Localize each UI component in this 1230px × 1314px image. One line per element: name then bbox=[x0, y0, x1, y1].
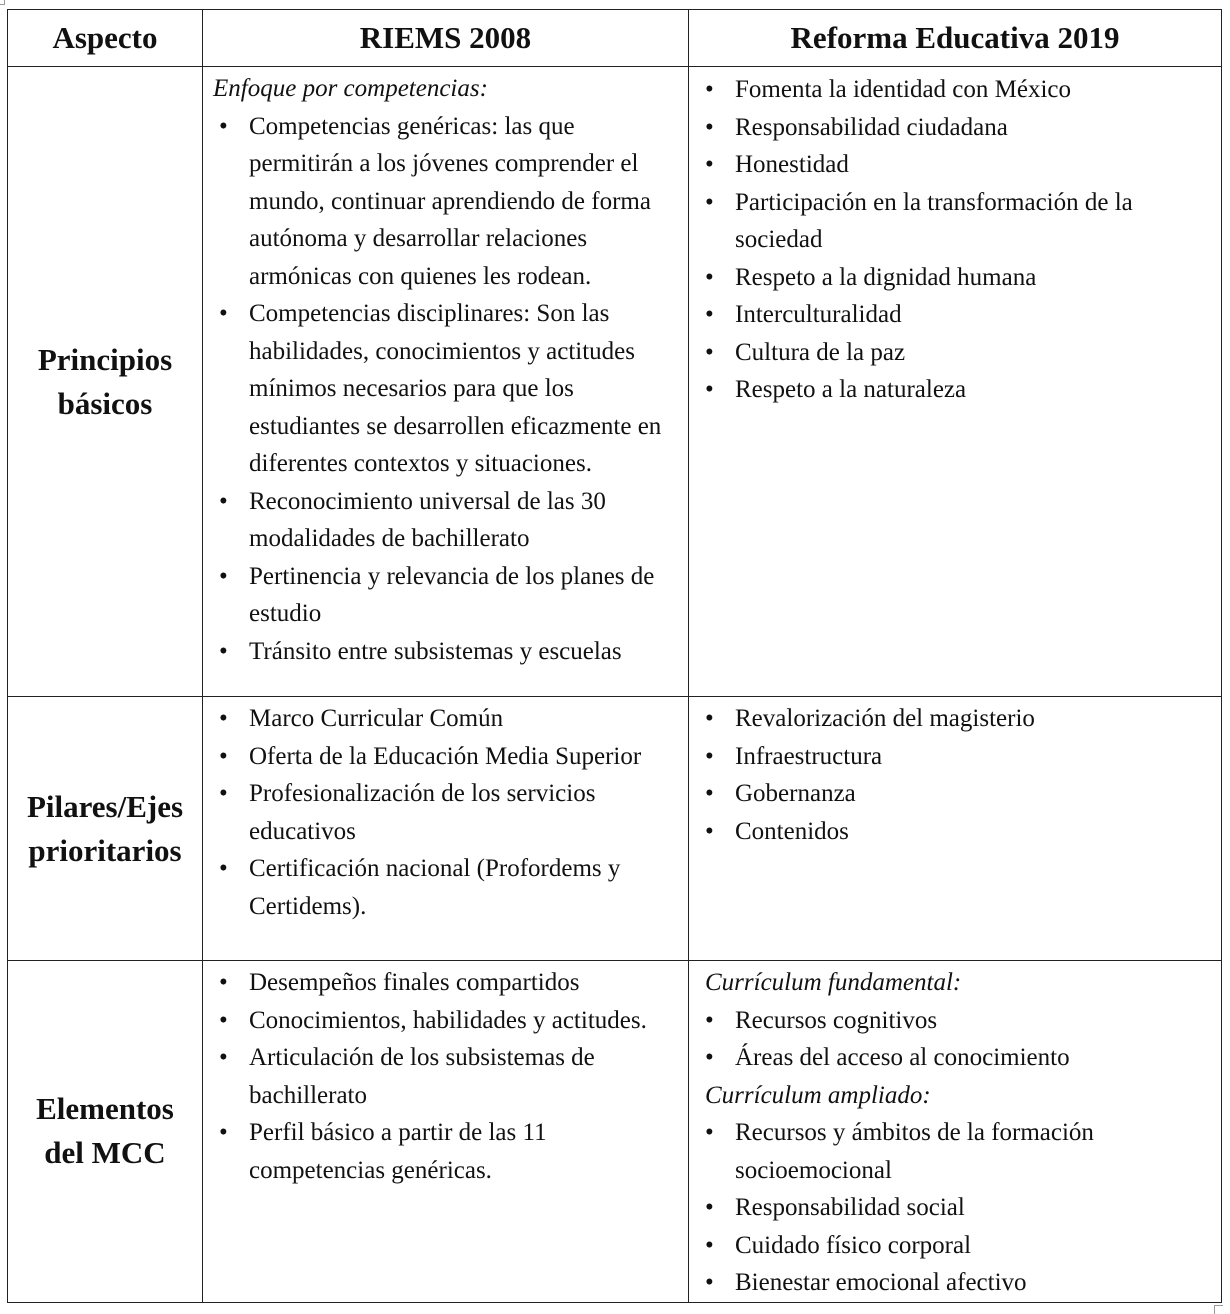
list-item: • Interculturalidad bbox=[699, 296, 1215, 334]
list-item: • Respeto a la naturaleza bbox=[699, 371, 1215, 409]
list-item: • Respeto a la dignidad humana bbox=[699, 259, 1215, 297]
aspect-cell bbox=[8, 961, 203, 1303]
list-item: • Fomenta la identidad con México bbox=[699, 71, 1215, 109]
bullet-list bbox=[213, 964, 682, 1189]
list-item: • Bienestar emocional afectivo bbox=[699, 1264, 1215, 1302]
row-pilares-ejes bbox=[8, 697, 1222, 961]
header-reforma-2019: Reforma Educativa 2019 bbox=[689, 10, 1222, 67]
list-item: • Recursos cognitivos bbox=[699, 1002, 1215, 1040]
bullet-list bbox=[699, 70, 1215, 409]
list-item: • Competencias disciplinares: Son las habilidades, conocimientos y actitudes mínimos necesarios para que los estudiantes se desarrollen eficazmente en diferentes contextos y situaciones. bbox=[213, 295, 682, 483]
row-principios-basicos bbox=[8, 67, 1222, 697]
corner-mark-top-left bbox=[0, 0, 5, 5]
aspect-cell bbox=[8, 697, 203, 961]
header-row bbox=[8, 10, 1222, 67]
aspect-cell bbox=[8, 67, 203, 697]
list-item: • Revalorización del magisterio bbox=[699, 700, 1215, 738]
list-item: • Recursos y ámbitos de la formación socioemocional bbox=[699, 1114, 1215, 1189]
list-item: • Desempeños finales compartidos bbox=[213, 964, 682, 1002]
list-item: • Marco Curricular Común bbox=[213, 700, 682, 738]
list-item: • Responsabilidad social bbox=[699, 1189, 1215, 1227]
section-intro: Currículum fundamental: bbox=[705, 969, 962, 996]
bullet-list bbox=[213, 108, 682, 671]
corner-mark-bottom-right bbox=[1214, 1305, 1223, 1314]
aspect-label-line: Pilares/Ejes bbox=[26, 788, 184, 824]
riems-cell bbox=[203, 961, 689, 1303]
list-item: • Cuidado físico corporal bbox=[699, 1227, 1215, 1265]
list-item: • Profesionalización de los servicios educativos bbox=[213, 775, 682, 850]
header-riems-2008: RIEMS 2008 bbox=[203, 10, 689, 67]
list-item: • Pertinencia y relevancia de los planes de estudio bbox=[213, 558, 682, 633]
row-elementos-mcc bbox=[8, 961, 1222, 1303]
bullet-list bbox=[699, 1002, 1215, 1077]
list-item: • Áreas del acceso al conocimiento bbox=[699, 1039, 1215, 1077]
list-item: • Conocimientos, habilidades y actitudes. bbox=[213, 1002, 682, 1040]
list-item: • Gobernanza bbox=[699, 775, 1215, 813]
riems-cell bbox=[203, 697, 689, 961]
list-item: • Contenidos bbox=[699, 813, 1215, 851]
riems-cell bbox=[203, 67, 689, 697]
aspect-label-line: del MCC bbox=[44, 1135, 166, 1171]
list-item: • Cultura de la paz bbox=[699, 334, 1215, 372]
list-item: • Honestidad bbox=[699, 146, 1215, 184]
list-item: • Participación en la transformación de la sociedad bbox=[699, 184, 1215, 259]
bullet-list bbox=[213, 700, 682, 925]
reforma-cell bbox=[689, 961, 1222, 1303]
list-item: • Perfil básico a partir de las 11 competencias genéricas. bbox=[213, 1114, 682, 1189]
reforma-cell bbox=[689, 67, 1222, 697]
bullet-list bbox=[699, 1114, 1215, 1302]
list-item: • Competencias genéricas: las que permitirán a los jóvenes comprender el mundo, continuar aprendiendo de forma autónoma y desarrollar relaciones armónicas con quienes les rodean. bbox=[213, 108, 682, 296]
header-aspecto: Aspecto bbox=[8, 10, 203, 67]
bullet-list bbox=[699, 700, 1215, 850]
aspect-label-line: prioritarios bbox=[28, 832, 182, 868]
section-intro: Currículum ampliado: bbox=[705, 1081, 931, 1109]
comparison-table bbox=[7, 9, 1222, 1303]
list-item: • Oferta de la Educación Media Superior bbox=[213, 738, 682, 776]
list-item: • Certificación nacional (Profordems y Certidems). bbox=[213, 850, 682, 925]
aspect-label-line: básicos bbox=[57, 385, 153, 421]
list-item: • Articulación de los subsistemas de bachillerato bbox=[213, 1039, 682, 1114]
aspect-label-line: Principios bbox=[37, 341, 173, 377]
section-intro: Enfoque por competencias: bbox=[213, 75, 488, 102]
list-item: • Infraestructura bbox=[699, 738, 1215, 776]
list-item: • Reconocimiento universal de las 30 modalidades de bachillerato bbox=[213, 483, 682, 558]
aspect-label-line: Elementos bbox=[36, 1091, 174, 1127]
list-item: • Responsabilidad ciudadana bbox=[699, 109, 1215, 147]
list-item: • Tránsito entre subsistemas y escuelas bbox=[213, 633, 682, 671]
reforma-cell bbox=[689, 697, 1222, 961]
